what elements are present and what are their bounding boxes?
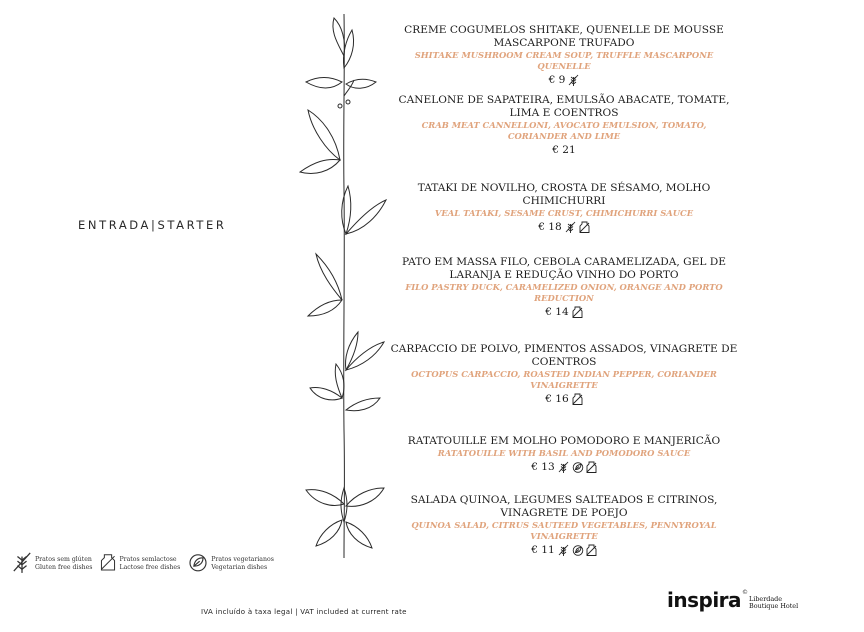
section-title: ENTRADA|STARTER [78,218,227,232]
menu-item [384,256,744,343]
legend-lactose-pt: Pratos semlactose [119,556,177,563]
hotel-logo [667,588,798,612]
price-row [384,460,744,474]
dish-name-en: CRAB MEAT CANNELLONI, AVOCATO EMULSION, TOMATO, CORIANDER AND LIME [421,120,707,141]
logo-registered-mark: © [742,589,749,596]
vine-illustration [290,10,390,562]
dish-name-en: OCTOPUS CARPACCIO, ROASTED INDIAN PEPPER, CORIANDER VINAIGRETTE [411,369,717,390]
menu-item [384,94,744,182]
dish-price: € 21 [552,144,576,156]
legend-vegetarian [188,551,274,577]
lactose-free-icon [572,306,583,318]
lactose-free-icon [100,551,116,577]
vegetarian-icon [572,461,583,473]
dish-name-pt: TATAKI DE NOVILHO, CROSTA DE SÉSAMO, MOLHO CHIMICHURRI [417,182,711,207]
menu-list [384,24,744,557]
logo-line-1: Liberdade [749,595,783,603]
legend-gluten-en: Gluten free dishes [35,564,93,571]
dish-price: € 18 [538,221,562,233]
logo-line-2: Boutique Hotel [749,602,799,610]
menu-item [384,24,744,94]
legend-lactose-en: Lactose free dishes [119,564,181,571]
legend-veg-en: Vegetarian dishes [211,564,268,571]
dietary-legend [12,551,274,577]
lactose-free-icon [579,221,590,233]
dish-name-pt: CREME COGUMELOS SHITAKE, QUENELLE DE MOUSSE MASCARPONE TRUFADO [404,24,724,49]
dish-price: € 14 [545,306,569,318]
dish-name-en: VEAL TATAKI, SESAME CRUST, CHIMICHURRI SAUCE [434,208,694,218]
dish-price: € 13 [531,461,555,473]
legend-gluten-pt: Pratos sem glúten [35,556,92,563]
dish-name-pt: CARPACCIO DE POLVO, PIMENTOS ASSADOS, VINAGRETE DE COENTROS [390,343,738,368]
dish-name-pt: RATATOUILLE EM MOLHO POMODORO E MANJERICÃO [407,435,721,447]
price-row [384,543,744,557]
vegetarian-icon [572,544,583,556]
legend-gluten-free [12,551,92,577]
dish-name-en: QUINOA SALAD, CITRUS SAUTEED VEGETABLES, PENNYROYAL VINAIGRETTE [411,520,717,541]
price-row [384,73,744,87]
gluten-free-icon [558,461,569,473]
menu-item [384,343,744,435]
legend-veg-pt: Pratos vegetarianos [211,556,274,563]
gluten-free-icon [12,551,32,577]
vat-note: IVA incluído à taxa legal | VAT included at current rate [201,608,407,616]
lactose-free-icon [572,393,583,405]
logo-wordmark: inspira [667,588,742,612]
price-row [384,392,744,406]
dish-price: € 9 [548,74,566,86]
dish-name-pt: SALADA QUINOA, LEGUMES SALTEADOS E CITRINOS, VINAGRETE DE POEJO [410,494,718,519]
dish-name-en: RATATOUILLE WITH BASIL AND POMODORO SAUCE [437,448,691,458]
dish-name-en: FILO PASTRY DUCK, CARAMELIZED ONION, ORANGE AND PORTO REDUCTION [405,282,723,303]
price-row [384,143,744,157]
price-row [384,305,744,319]
menu-item [384,182,744,256]
dish-price: € 16 [545,393,569,405]
legend-lactose-free [100,551,180,577]
gluten-free-icon [568,74,579,86]
menu-item [384,435,744,494]
dish-name-en: SHITAKE MUSHROOM CREAM SOUP, TRUFFLE MASCARPONE QUENELLE [414,50,714,71]
gluten-free-icon [565,221,576,233]
dish-name-pt: CANELONE DE SAPATEIRA, EMULSÃO ABACATE, TOMATE, LIMA E COENTROS [398,94,730,119]
dish-name-pt: PATO EM MASSA FILO, CEBOLA CARAMELIZADA, GEL DE LARANJA E REDUÇÃO VINHO DO PORTO [402,256,726,281]
price-row [384,220,744,234]
lactose-free-icon [586,544,597,556]
gluten-free-icon [558,544,569,556]
dish-price: € 11 [531,544,555,556]
lactose-free-icon [586,461,597,473]
vegetarian-icon [188,552,208,576]
menu-item [384,494,744,557]
